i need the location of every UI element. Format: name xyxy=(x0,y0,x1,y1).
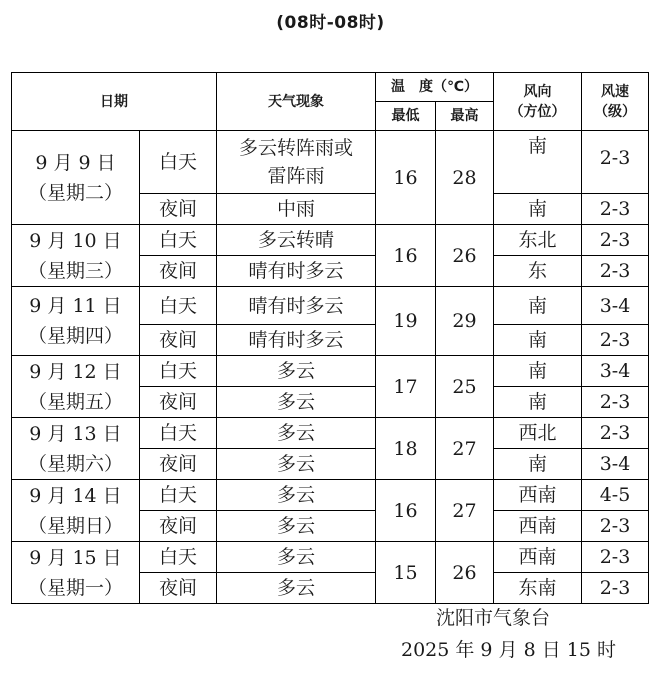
weather-cell xyxy=(217,418,376,449)
period-label: 夜间 xyxy=(140,325,217,356)
wind-direction-cell: 西南 xyxy=(494,511,582,542)
issuing-station: 沈阳市气象台 xyxy=(436,607,551,629)
weather-cell xyxy=(217,387,376,418)
weather-text: 中雨 xyxy=(276,198,315,220)
forecast-row xyxy=(12,542,649,573)
date-cell xyxy=(12,225,140,287)
wind-speed-cell: 2-3 xyxy=(582,511,649,542)
weekday-label: （星期六） xyxy=(27,452,123,475)
wind-direction-cell: 南 xyxy=(494,287,582,325)
header-wind-speed-unit: （级） xyxy=(594,103,637,120)
weekday-label: （星期日） xyxy=(27,514,123,537)
date-cell xyxy=(12,418,140,480)
period-label: 夜间 xyxy=(140,573,217,604)
period-label: 白天 xyxy=(140,418,217,449)
weather-cell xyxy=(217,573,376,604)
page-title: (08时-08时) xyxy=(276,13,385,33)
wind-speed-cell: 2-3 xyxy=(582,418,649,449)
weather-cell xyxy=(217,287,376,325)
wind-direction-cell: 东南 xyxy=(494,573,582,604)
min-temp-cell: 16 xyxy=(376,225,436,287)
weekday-label: （星期四） xyxy=(27,325,123,347)
wind-speed-cell: 2-3 xyxy=(582,573,649,604)
date-label: 9 月 12 日 xyxy=(29,360,122,383)
period-label: 夜间 xyxy=(140,449,217,480)
weather-text: 多云转晴 xyxy=(257,229,334,251)
forecast-row xyxy=(12,480,649,511)
max-temp-cell: 26 xyxy=(436,542,494,604)
forecast-table xyxy=(11,72,649,604)
date-cell xyxy=(12,131,140,225)
wind-direction-cell: 南 xyxy=(494,131,582,194)
min-temp-cell: 19 xyxy=(376,287,436,356)
min-temp-cell: 16 xyxy=(376,131,436,225)
period-label: 白天 xyxy=(140,356,217,387)
weather-cell xyxy=(217,194,376,225)
wind-direction-cell: 西南 xyxy=(494,542,582,573)
max-temp-cell: 26 xyxy=(436,225,494,287)
date-label: 9 月 11 日 xyxy=(29,295,122,317)
wind-direction-cell: 南 xyxy=(494,194,582,225)
weather-cell xyxy=(217,225,376,256)
forecast-row xyxy=(12,418,649,449)
wind-speed-cell: 2-3 xyxy=(582,542,649,573)
header-wind-direction-unit: （方位） xyxy=(509,103,566,120)
wind-speed-cell: 2-3 xyxy=(582,256,649,287)
forecast-row xyxy=(12,131,649,194)
weather-cell xyxy=(217,511,376,542)
weather-cell xyxy=(217,449,376,480)
weather-text: 多云 xyxy=(276,546,315,568)
wind-speed-cell: 2-3 xyxy=(582,225,649,256)
forecast-row xyxy=(12,287,649,325)
weather-text: 多云 xyxy=(276,360,315,382)
weather-text: 晴有时多云 xyxy=(248,294,344,317)
weather-cell xyxy=(217,256,376,287)
min-temp-cell: 16 xyxy=(376,480,436,542)
wind-direction-cell: 东北 xyxy=(494,225,582,256)
date-label: 9 月 10 日 xyxy=(29,229,122,252)
weather-text: 晴有时多云 xyxy=(248,260,344,282)
date-cell xyxy=(12,542,140,604)
max-temp-cell: 27 xyxy=(436,480,494,542)
header-wind-direction-label: 风向 xyxy=(523,83,552,100)
max-temp-cell: 25 xyxy=(436,356,494,418)
weekday-label: （星期一） xyxy=(27,576,123,599)
min-temp-cell: 15 xyxy=(376,542,436,604)
weather-cell xyxy=(217,542,376,573)
period-label: 白天 xyxy=(140,480,217,511)
header-temperature: 温 度（℃） xyxy=(376,73,494,102)
forecast-body xyxy=(12,131,649,604)
wind-direction-cell: 南 xyxy=(494,325,582,356)
max-temp-cell: 28 xyxy=(436,131,494,225)
header-wind-direction xyxy=(494,73,582,131)
min-temp-cell: 17 xyxy=(376,356,436,418)
weather-text: 多云 xyxy=(276,422,315,444)
weather-cell xyxy=(217,325,376,356)
weather-cell xyxy=(217,131,376,194)
weather-text: 多云 xyxy=(276,577,315,599)
date-label: 9 月 15 日 xyxy=(29,546,122,569)
period-label: 白天 xyxy=(140,131,217,194)
header-max-temp: 最高 xyxy=(436,102,494,131)
wind-direction-cell: 西南 xyxy=(494,480,582,511)
wind-speed-cell: 4-5 xyxy=(582,480,649,511)
wind-speed-cell: 2-3 xyxy=(582,194,649,225)
wind-direction-cell: 东 xyxy=(494,256,582,287)
period-label: 夜间 xyxy=(140,387,217,418)
header-min-temp: 最低 xyxy=(376,102,436,131)
max-temp-cell: 29 xyxy=(436,287,494,356)
forecast-row xyxy=(12,356,649,387)
date-label: 9 月 14 日 xyxy=(29,484,122,507)
wind-direction-cell: 南 xyxy=(494,387,582,418)
weather-cell xyxy=(217,356,376,387)
header-weather: 天气现象 xyxy=(217,73,376,131)
header-wind-speed-label: 风速 xyxy=(601,83,630,100)
issue-time: 2025 年 9 月 8 日 15 时 xyxy=(401,639,616,661)
wind-direction-cell: 西北 xyxy=(494,418,582,449)
wind-direction-cell: 南 xyxy=(494,356,582,387)
wind-speed-cell: 2-3 xyxy=(582,325,649,356)
min-temp-cell: 18 xyxy=(376,418,436,480)
wind-speed-cell: 3-4 xyxy=(582,356,649,387)
date-label: 9 月 13 日 xyxy=(29,422,122,445)
max-temp-cell: 27 xyxy=(436,418,494,480)
forecast-row xyxy=(12,225,649,256)
weather-text: 雷阵雨 xyxy=(267,165,325,187)
weather-text: 晴有时多云 xyxy=(248,329,344,351)
weather-text: 多云转阵雨或 xyxy=(238,137,353,159)
period-label: 夜间 xyxy=(140,511,217,542)
date-cell xyxy=(12,356,140,418)
wind-speed-cell: 3-4 xyxy=(582,449,649,480)
date-cell xyxy=(12,287,140,356)
weather-text: 多云 xyxy=(276,515,315,537)
wind-direction-cell: 南 xyxy=(494,449,582,480)
wind-speed-cell: 3-4 xyxy=(582,287,649,325)
period-label: 白天 xyxy=(140,287,217,325)
period-label: 夜间 xyxy=(140,194,217,225)
header-date: 日期 xyxy=(12,73,217,131)
weekday-label: （星期三） xyxy=(27,259,123,282)
header-wind-speed xyxy=(582,73,649,131)
period-label: 白天 xyxy=(140,542,217,573)
weather-text: 多云 xyxy=(276,453,315,475)
period-label: 夜间 xyxy=(140,256,217,287)
weekday-label: （星期二） xyxy=(27,181,123,204)
date-label: 9 月 9 日 xyxy=(35,151,116,174)
wind-speed-cell: 2-3 xyxy=(582,131,649,194)
wind-speed-cell: 2-3 xyxy=(582,387,649,418)
weather-text: 多云 xyxy=(276,484,315,506)
date-cell xyxy=(12,480,140,542)
weekday-label: （星期五） xyxy=(27,390,123,413)
period-label: 白天 xyxy=(140,225,217,256)
weather-cell xyxy=(217,480,376,511)
weather-text: 多云 xyxy=(276,391,315,413)
